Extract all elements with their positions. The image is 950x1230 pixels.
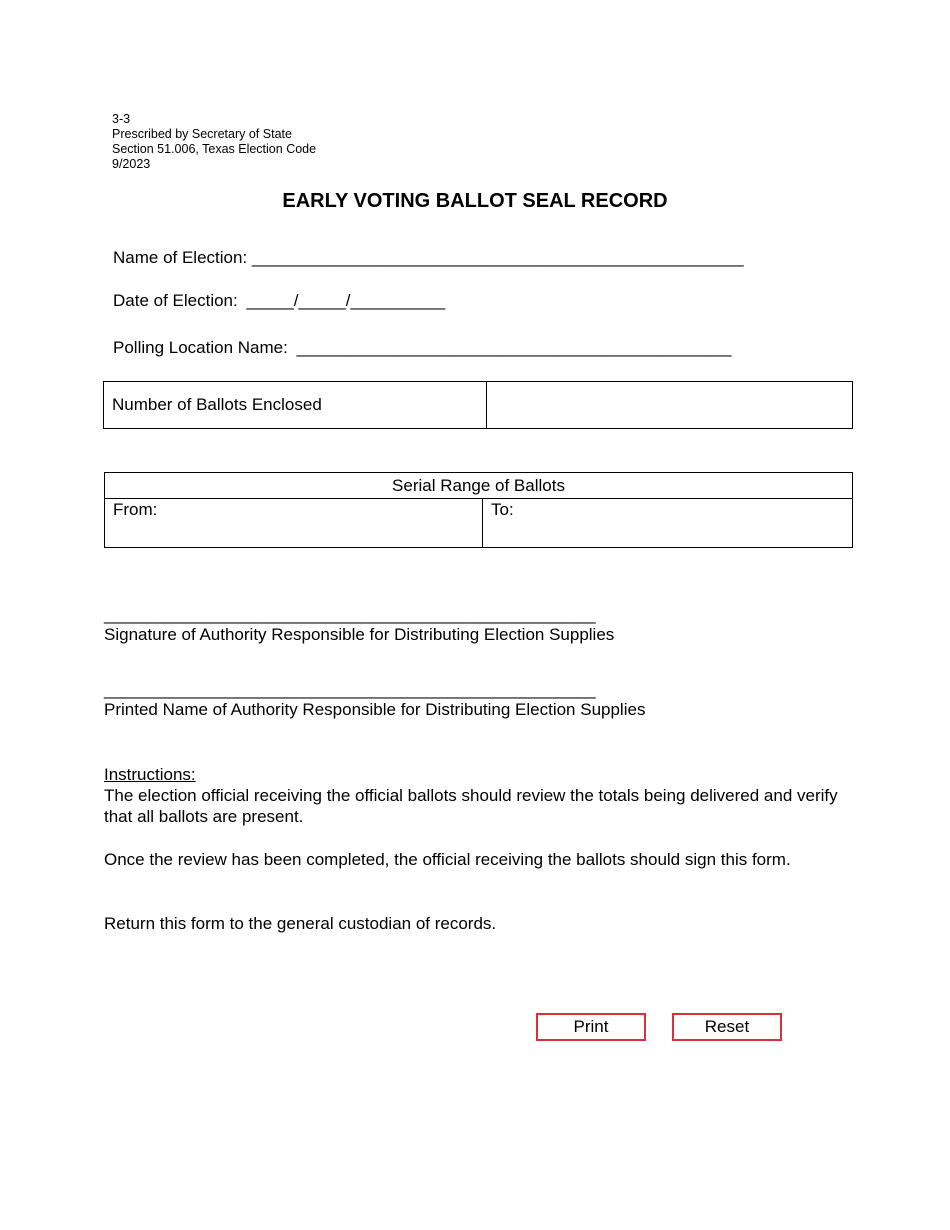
polling-location-label: Polling Location Name: (113, 338, 288, 357)
code-section: Section 51.006, Texas Election Code (112, 142, 317, 156)
printed-name-label: Printed Name of Authority Responsible for Distributing Election Supplies (104, 700, 646, 719)
name-of-election-blank[interactable]: ____________________________________________________ (251, 248, 744, 267)
printed-name-line[interactable]: ____________________________________________________ (104, 680, 596, 699)
instructions-heading: Instructions: (104, 765, 196, 784)
name-of-election-label: Name of Election: (113, 248, 248, 267)
ballots-enclosed-table (103, 381, 853, 429)
instructions-paragraph-1: The election official receiving the official ballots should review the totals being delivered and verify that all ballots are present. (104, 786, 838, 826)
name-of-election-field[interactable] (113, 248, 744, 268)
ballots-enclosed-label: Number of Ballots Enclosed (104, 382, 487, 429)
serial-range-header: Serial Range of Ballots (105, 473, 853, 499)
signature-line[interactable]: ____________________________________________________ (104, 605, 596, 624)
form-date: 9/2023 (112, 157, 151, 171)
date-of-election-blank[interactable]: _____/_____/__________ (246, 291, 446, 310)
instructions-paragraph-3: Return this form to the general custodian of records. (104, 914, 497, 933)
serial-from-label: From: (113, 500, 158, 519)
ballots-enclosed-input[interactable] (487, 382, 853, 429)
date-of-election-label: Date of Election: (113, 291, 238, 310)
polling-location-field[interactable] (113, 338, 731, 358)
polling-location-blank[interactable]: ______________________________________________ (296, 338, 732, 357)
serial-range-table (104, 472, 853, 548)
print-button[interactable]: Print (536, 1013, 646, 1041)
reset-button[interactable]: Reset (672, 1013, 782, 1041)
date-of-election-field[interactable] (113, 291, 445, 311)
signature-label: Signature of Authority Responsible for Distributing Election Supplies (104, 625, 615, 644)
page-title: EARLY VOTING BALLOT SEAL RECORD (282, 190, 668, 212)
prescribed-by: Prescribed by Secretary of State (112, 127, 292, 141)
serial-to-cell[interactable] (483, 499, 853, 548)
serial-to-label: To: (491, 500, 514, 519)
instructions-paragraph-2: Once the review has been completed, the official receiving the ballots should sign this form. (104, 850, 791, 869)
form-number: 3-3 (112, 112, 131, 126)
serial-from-cell[interactable] (105, 499, 483, 548)
